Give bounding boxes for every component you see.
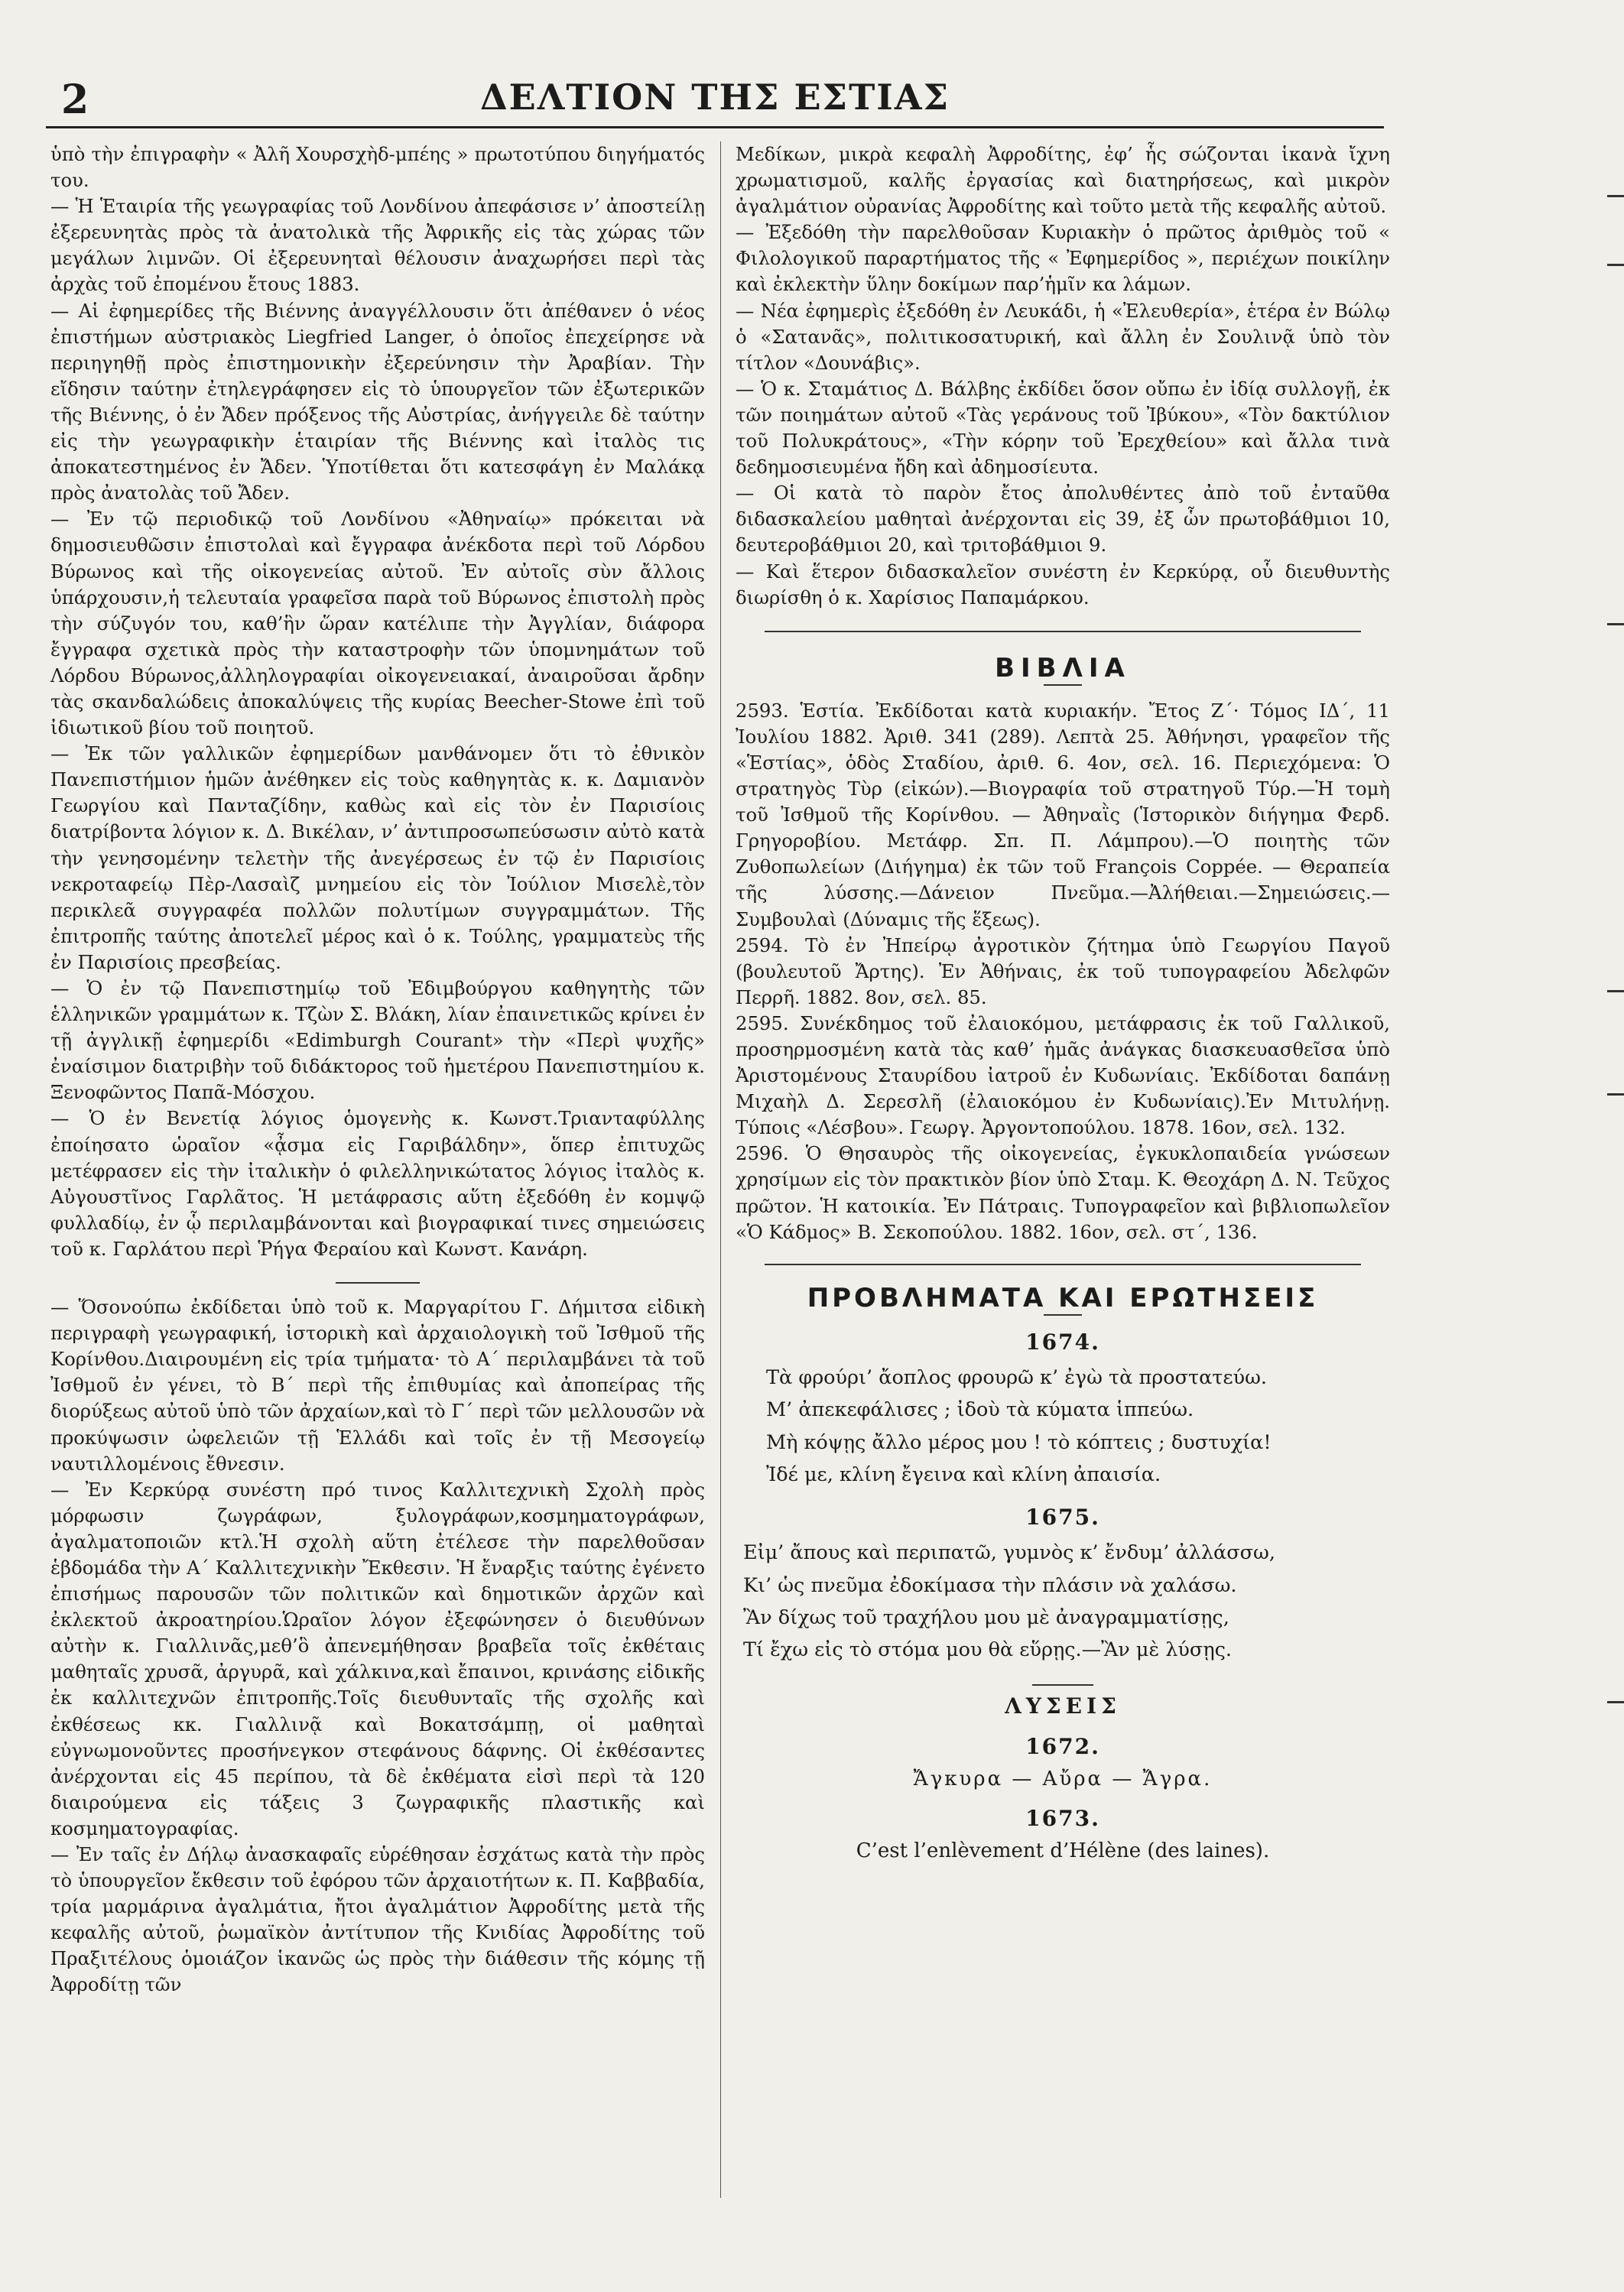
news-item: — Ἡ Ἑταιρία τῆς γεωγραφίας τοῦ Λονδίνου ἀπεφάσισε ν’ ἀποστείλῃ ἐξερευνητὰς πρὸς τὰ ἀνατολικὰ τῆς Ἀφρικῆς εἰς τὰς χώρας τῶν μεγάλων λιμνῶν. Οἱ ἐξερευνηταὶ θέλουσιν ἀναχωρήσει περὶ τὰς ἀρχὰς τοῦ ἐπομένου ἔτους 1883. (50, 195, 705, 296)
problem-number: 1675. (1025, 1505, 1100, 1531)
book-entry: 2594. Τὸ ἐν Ἠπείρῳ ἀγροτικὸν ζήτημα ὑπὸ Γεωργίου Παγοῦ (βουλευτοῦ Ἄρτης). Ἐν Ἀθήναις, ἐκ τοῦ τυπογραφείου Ἀδελφῶν Περρῆ. 1882. 8ον, σελ. 85. (736, 933, 1390, 1008)
news-item: — Ἐκ τῶν γαλλικῶν ἐφημερίδων μανθάνομεν ὅτι τὸ ἐθνικὸν Πανεπιστήμιον ἡμῶν ἀνέθηκεν εἰς τοὺς καθηγητὰς κ. κ. Δαμιανὸν Γεωργίου καὶ Πανταζίδην, καθὼς καὶ εἰς τὸν ἐν Παρισίοις διατρίβοντα λόγιον κ. Δ. Βικέλαν, ν’ ἀντιπροσωπεύσωσιν αὐτὸ κατὰ τὴν γενησομένην τελετὴν τῆς ἀνεγέρσεως ἐν τῷ ἐν Παρισίοις νεκροταφείῳ Πὲρ-Λασαὶζ μνημείου εἰς τὸν Ἰούλιον Μισελὲ,τὸν περικλεᾶ συγγραφέα πολλῶν πολυτίμων συγγραμμάτων. Τῆς ἐπιτροπῆς ταύτης ἀποτελεῖ μέρος καὶ ὁ κ. Τούλης, γραμματεὺς τῆς ἐν Παρισίοις πρεσβείας. (50, 742, 705, 973)
section-divider (765, 1264, 1361, 1265)
short-divider (1044, 684, 1082, 686)
solution-number: 1673. (1025, 1805, 1100, 1831)
news-item: — Ἐν ταῖς ἐν Δήλῳ ἀνασκαφαῖς εὑρέθησαν ἐσχάτως κατὰ τὴν πρὸς τὸ ὑπουργεῖον ἔκθεσιν τοῦ ἐφόρου τῶν ἀρχαιοτήτων κ. Π. Καββαδία, τρία μαρμάρινα ἀγαλμάτια, ἤτοι ἀγαλμάτιον Ἀφροδίτης μετὰ τῆς κεφαλῆς αὐτοῦ, ῥωμαϊκὸν ἀντίτυπον τῆς Κνιδίας Ἀφροδίτης τοῦ Πραξιτέλους ὁμοιάζον ἱκανῶς ὡς πρὸς τὴν διάθεσιν τῆς κόμης τῇ Ἀφροδίτῃ τῶν (50, 1843, 705, 1996)
news-item: — Ἐξεδόθη τὴν παρελθοῦσαν Κυριακὴν ὁ πρῶτος ἀριθμὸς τοῦ « Φιλολογικοῦ παραρτήματος τῆς « Ἐφημερίδος », περιέχων ποικίλην καὶ ἐκλεκτὴν ὕλην δοκίμων παρ’ἡμῖν κα λάμων. (736, 221, 1390, 296)
news-item: — Ὁ ἐν Βενετίᾳ λόγιος ὁμογενὴς κ. Κωνστ.Τριανταφύλλης ἐποίησατο ὡραῖον «ᾆσμα εἰς Γαριβάλδην», ὅπερ ἐπιτυχῶς μετέφρασεν εἰς τὴν ἰταλικὴν ὁ φιλελληνικώτατος λόγιος ἰταλὸς κ. Αὐγουστῖνος Γαρλᾶτος. Ἡ μετάφρασις αὕτη ἐξεδόθη ἐν κομψῷ φυλλαδίῳ, ἐν ᾧ περιλαμβάνονται καὶ βιογραφικαί τινες σημειώσεις τοῦ κ. Γαρλάτου περὶ Ῥήγα Φεραίου καὶ Κωνστ. Κανάρη. (50, 1107, 705, 1260)
book-entry: 2593. Ἑστία. Ἐκδίδοται κατὰ κυριακήν. Ἔτος Ζ΄· Τόμος ΙΔ΄, 11 Ἰουλίου 1882. Ἀριθ. 341 (289). Λεπτὰ 25. Ἀθήνησι, γραφεῖον τῆς «Ἑστίας», ὁδὸς Σταδίου, ἀριθ. 6. 4ον, σελ. 16. Περιεχόμενα: Ὁ στρατηγὸς Τὺρ (εἰκών).—Βιογραφία τοῦ στρατηγοῦ Τύρ.—Ἡ τομὴ τοῦ Ἰσθμοῦ τῆς Κορίνθου. — Ἀθηναῒς (Ἱστορικὸν διήγημα Φερδ. Γρηγοροβίου. Μετάφρ. Σπ. Π. Λάμπρου).—Ὁ ποιητὴς τῶν Ζυθοπωλείων (Διήγημα) ἐκ τῶν τοῦ François Coppée. — Θεραπεία τῆς λύσσης.—Δάνειον Πνεῦμα.—Ἀλήθειαι.—Σημειώσεις.—Συμβουλαὶ (Δύναμις τῆς ἕξεως). (736, 699, 1390, 930)
solution-number: 1672. (1025, 1733, 1100, 1759)
problem-number: 1674. (1025, 1329, 1100, 1355)
news-item: — Οἱ κατὰ τὸ παρὸν ἔτος ἀπολυθέντες ἀπὸ τοῦ ἐνταῦθα διδασκαλείου μαθηταὶ ἀνέρχονται εἰς 39, ἐξ ὧν πρωτοβάθμιοι 10, δευτεροβάθμιοι 20, καὶ τριτοβάθμιοι 9. (736, 482, 1390, 557)
news-item: — Νέα ἐφημερὶς ἐξεδόθη ἐν Λευκάδι, ἡ «Ἐλευθερία», ἑτέρα ἐν Βώλῳ ὁ «Σατανᾶς», πολιτικοσατυρική, καὶ ἄλλη ἐν Σουλινᾷ ὑπὸ τὸν τίτλον «Δουνάβις». (736, 299, 1390, 374)
short-divider (336, 1282, 420, 1284)
edge-mark (1607, 990, 1624, 992)
problems-section-title: ΠΡΟΒΛΗΜΑΤΑ ΚΑΙ ΕΡΩΤΗΣΕΙΣ (807, 1282, 1319, 1313)
masthead-title: ΔΕΛΤΙΟΝ ΤΗΣ ΕΣΤΙΑΣ (479, 76, 950, 118)
book-entry: 2595. Συνέκδημος τοῦ ἐλαιοκόμου, μετάφρασις ἐκ τοῦ Γαλλικοῦ, προσηρμοσμένη κατὰ τὰς καθ’ ἡμᾶς ἀνάγκας διασκευασθεῖσα ὑπὸ Ἀριστομένους Σταυρίδου ἰατροῦ ἐν Κυδωνίαις. Ἐκδίδοται δαπάνῃ Μιχαὴλ Δ. Σερεσλῆ (ἐλαιοκόμου ἐν Κυδωνίαις).Ἐν Μιτυλήνῃ. Τύποις «Λέσβου». Γεωργ. Ἀργοντοπούλου. 1878. 16ον, σελ. 132. (736, 1011, 1390, 1139)
books-section-title: ΒΙΒΛΙΑ (995, 652, 1131, 683)
news-item: Μεδίκων, μικρὰ κεφαλὴ Ἀφροδίτης, ἐφ’ ἧς σώζονται ἱκανὰ ἴχνη χρωματισμοῦ, καλῆς ἐργασίας καὶ διατηρήσεως, καὶ μικρὸν ἀγαλμάτιον οὐρανίας Ἀφροδίτης καὶ τοῦτο μετὰ τῆς κεφαλῆς αὐτοῦ. (736, 143, 1390, 218)
book-entry: 2596. Ὁ Θησαυρὸς τῆς οἰκογενείας, ἐγκυκλοπαιδεία γνώσεων χρησίμων εἰς τὸν πρακτικὸν βίον ὑπὸ Σταμ. Κ. Θεοχάρη Δ. Ν. Τεῦχος πρῶτον. Ἡ κατοικία. Ἐν Πάτραις. Τυπογραφεῖον καὶ βιβλιοπωλεῖον «Ὁ Κάδμος» Β. Σεκοπούλου. 1882. 16ον, σελ. στ΄, 136. (736, 1142, 1390, 1243)
solution-text: C’est l’enlèvement d’Hélène (des laines). (856, 1839, 1270, 1862)
problem-verse (736, 1537, 1390, 1666)
news-item: — Αἱ ἐφημερίδες τῆς Βιέννης ἀναγγέλλουσιν ὅτι ἀπέθανεν ὁ νέος ἐπιστήμων αὐστριακὸς Liegfried Langer, ὁ ὁποῖος ἐπεχείρησε νὰ περιηγηθῇ πρὸς ἐπιστημονικὴν ἐξερεύνησιν τὴν Ἀραβίαν. Τὴν εἴδησιν ταύτην ἐτηλεγράφησεν εἰς τὸ ὑπουργεῖον τῶν ἐξωτερικῶν τῆς Βιέννης, ὁ ἐν Ἄδεν πρόξενος τῆς Αὐστρίας, ἀνήγγειλε δὲ ταύτην εἰς τὴν γεωγραφικὴν ἑταιρίαν τῆς Βιέννης καὶ ἰταλὸς τις ἀποκατεστημένος ἐν Ἄδεν. Ὑποτίθεται ὅτι κατεσφάγη ἐν Μαλάκᾳ πρὸς ἀνατολὰς τοῦ Ἄδεν. (50, 299, 705, 505)
solution-text: Ἄγκυρα — Αὔρα — Ἄγρα. (913, 1767, 1213, 1790)
verse-line: Ἂν δίχως τοῦ τραχήλου μου μὲ ἀναγραμματίσῃς, (743, 1605, 1229, 1629)
right-column (736, 141, 1390, 1864)
verse-line: Τὰ φρούρι’ ἄοπλος φρουρῶ κ’ ἐγὼ τὰ προστατεύω. (766, 1365, 1268, 1389)
left-column (50, 141, 705, 1998)
edge-mark (1607, 264, 1624, 266)
news-item: — Καὶ ἕτερον διδασκαλεῖον συνέστη ἐν Κερκύρᾳ, οὗ διευθυντὴς διωρίσθη ὁ κ. Χαρίσιος Παπαμάρκου. (736, 560, 1390, 609)
news-item: — Ὁ ἐν τῷ Πανεπιστημίῳ τοῦ Ἐδιμβούργου καθηγητὴς τῶν ἑλληνικῶν γραμμάτων κ. Τζὼν Σ. Βλάκη, λίαν ἐπαινετικῶς κρίνει ἐν τῇ ἀγγλικῇ ἐφημερίδι «Edimburgh Courant» τὴν «Περὶ ψυχῆς» ἐναίσιμον διατριβὴν τοῦ διδάκτορος τοῦ ἡμετέρου Πανεπιστημίου κ. Ξενοφῶντος Παπᾶ-Μόσχου. (50, 977, 705, 1104)
verse-line: Μ’ ἀπεκεφάλισες ; ἰδοὺ τὰ κύματα ἱππεύω. (766, 1398, 1194, 1422)
verse-line: Τί ἔχω εἰς τὸ στόμα μου θὰ εὕρῃς.—Ἂν μὲ λύσῃς. (743, 1638, 1233, 1662)
verse-line: Κι’ ὡς πνεῦμα ἐδοκίμασα τὴν πλάσιν νὰ χαλάσω. (743, 1573, 1237, 1597)
edge-mark (1607, 1701, 1624, 1703)
verse-line: Εἰμ’ ἄπους καὶ περιπατῶ, γυμνὸς κ’ ἔνδυμ’ ἀλλάσσω, (743, 1541, 1275, 1565)
edge-mark (1607, 1093, 1624, 1096)
short-divider (1032, 1684, 1093, 1686)
verse-line: Ἰδέ με, κλίνη ἔγεινα καὶ κλίνη ἀπαισία. (766, 1463, 1161, 1486)
verse-line: Μὴ κόψῃς ἄλλο μέρος μου ! τὸ κόπτεις ; δυστυχία! (766, 1430, 1272, 1454)
edge-mark (1607, 623, 1624, 625)
column-divider (720, 141, 721, 2198)
news-item: — Ἐν τῷ περιοδικῷ τοῦ Λονδίνου «Ἀθηναίῳ» πρόκειται νὰ δημοσιευθῶσιν ἐπιστολαὶ καὶ ἔγγραφα ἀνέκδοτα περὶ τοῦ Λόρδου Βύρωνος καὶ τῆς οἰκογενείας αὐτοῦ. Ἐν αὐτοῖς σὺν ἄλλοις ὑπάρχουσιν,ἡ τελευταία γραφεῖσα παρὰ τοῦ Βύρωνος ἐπιστολὴ πρὸς τὴν σύζυγόν του, καθ’ἣν ὥραν κατέλιπε τὴν Ἀγγλίαν, διάφορα ἔγγραφα σχετικὰ πρὸς τὴν καταστροφὴν τῶν ὑπομνημάτων τοῦ Λόρδου Βύρωνος,ἀλληλογραφίαι οἰκογενειακαί, ἀναιροῦσαι ἄρδην τὰς σκανδαλώδεις ἀποκαλύψεις τῆς κυρίας Beecher-Stowe ἐπὶ τοῦ ἰδιωτικοῦ βίου τοῦ ποιητοῦ. (50, 508, 705, 739)
problem-verse (736, 1362, 1390, 1491)
short-divider (1044, 1314, 1082, 1316)
section-divider (765, 631, 1361, 632)
page-header (46, 73, 1384, 128)
page-number: 2 (61, 76, 89, 123)
news-item: — Ἐν Κερκύρᾳ συνέστη πρό τινος Καλλιτεχνικὴ Σχολὴ πρὸς μόρφωσιν ζωγράφων, ξυλογράφων,κοσμηματογράφων, ἀγαλματοποιῶν κτλ.Ἡ σχολὴ αὕτη ἐτέλεσε τὴν παρελθοῦσαν ἑβδομάδα τὴν Α΄ Καλλιτεχνικὴν Ἔκθεσιν. Ἡ ἔναρξις ταύτης ἐγένετο ἐπισήμως παρουσῶν τῶν πολιτικῶν καὶ δημοτικῶν ἀρχῶν καὶ ἐκλεκτοῦ ἀκροατηρίου.Ὡραῖον λόγον ἐξεφώνησεν ὁ διευθύνων αὐτὴν κ. Γιαλλινᾶς,μεθ’ὃ ἀπενεμήθησαν βραβεῖα τοῖς ἐκθέταις μαθηταῖς χρυσᾶ, ἀργυρᾶ, καὶ χάλκινα,καὶ ἔπαινοι, κρινάσης εἰδικῆς ἐκ καλλιτεχνῶν ἐπιτροπῆς.Τοῖς διευθυνταῖς τῆς σχολῆς καὶ ἐκθέσεως κκ. Γιαλλινᾷ καὶ Βοκατσάμπῃ, οἱ μαθηταὶ εὐγνωμονοῦντες προσήνεγκον στεφάνους δάφνης. Οἱ ἐκθέσαντες ἀνέρχονται εἰς 45 περίπου, τὰ δὲ ἐκθέματα εἰσὶ περὶ τὰ 120 διαιρούμενα εἰς τάξεις 3 ζωγραφικῆς πλαστικῆς καὶ κοσμηματογραφίας. (50, 1478, 705, 1839)
solutions-title: ΛΥΣΕΙΣ (1005, 1693, 1121, 1719)
news-item: ὑπὸ τὴν ἐπιγραφὴν « Ἀλῆ Χουρσχὴδ-μπέης » πρωτοτύπου διηγήματός του. (50, 143, 705, 192)
edge-mark (1607, 195, 1624, 197)
news-item: — Ὁ κ. Σταμάτιος Δ. Βάλβης ἐκδίδει ὅσον οὔπω ἐν ἰδίᾳ συλλογῇ, ἐκ τῶν ποιημάτων αὐτοῦ «Τὰς γεράνους τοῦ Ἰβύκου», «Τὸν δακτύλιον τοῦ Πολυκράτους», «Τὴν κόρην τοῦ Ἐρεχθείου» καὶ ἄλλα τινὰ δεδημοσιευμένα ἤδη καὶ ἀδημοσίευτα. (736, 377, 1390, 479)
news-item: — Ὅσονούπω ἐκδίδεται ὑπὸ τοῦ κ. Μαργαρίτου Γ. Δήμιτσα εἰδικὴ περιγραφὴ γεωγραφική, ἱστορικὴ καὶ ἀρχαιολογικὴ τοῦ Ἰσθμοῦ τῆς Κορίνθου.Διαιρουμένη εἰς τρία τμήματα· τὸ Α΄ περιλαμβάνει τὰ τοῦ Ἰσθμοῦ ἐν γένει, τὸ Β΄ περὶ τῆς ἐπιθυμίας καὶ ἀποπείρας τῆς διορύξεως αὐτοῦ ὑπὸ τῶν ἀρχαίων,καὶ τὸ Γ΄ περὶ τῶν μελλουσῶν νὰ προκύψωσιν ὠφελειῶν τῇ Ἑλλάδι καὶ τοῖς ἐν τῇ Μεσογείῳ ναυτιλλομένοις ἔθνεσιν. (50, 1296, 705, 1475)
